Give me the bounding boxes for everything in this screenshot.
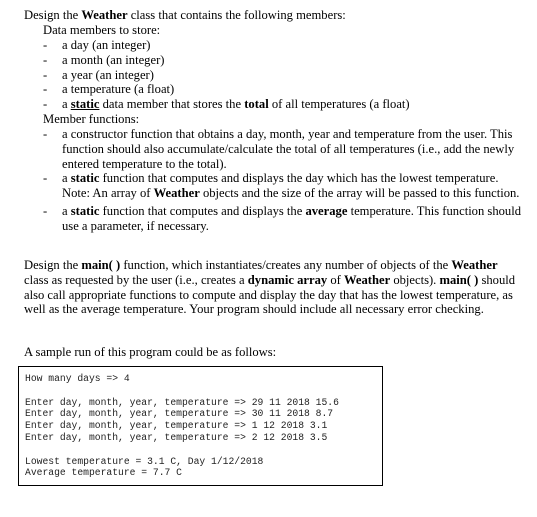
sample-blank-line [25, 385, 382, 397]
main-text-6: should also call appropriate functions to compute and display the day that has the lowest temperature, as well as the average temperature. Your program should include all necessary error checking. [24, 272, 516, 317]
main-keyword-4: Weather [344, 272, 391, 287]
func2-static-keyword: static [70, 171, 100, 186]
static-keyword: static [70, 97, 100, 112]
member-functions-heading: Member functions: [43, 112, 140, 126]
sample-blank-line [25, 444, 382, 456]
main-text-2: function, which instantiates/creates any number of objects of the [120, 258, 452, 272]
main-text-1: Design the [24, 258, 82, 272]
sample-days-prompt: How many days => 4 [25, 373, 130, 384]
func3-static-keyword: static [70, 203, 100, 218]
data-members-list [43, 38, 523, 112]
main-text-5: objects). [390, 272, 440, 287]
sample-run-box [18, 366, 383, 486]
main-text-3: class as requested by the user (i.e., creates a [24, 272, 248, 287]
intro-text-2: class that contains the following members: [127, 8, 346, 22]
func3-average-keyword: average [305, 203, 348, 218]
main-keyword-5: main( ) [439, 272, 479, 287]
func3-suffix: temperature. This function should use a parameter, if necessary. [62, 203, 522, 233]
main-function-paragraph [24, 258, 516, 317]
function-constructor: - a constructor function that obtains a day, month, year and temperature from the user. This function should also accumulate/calculate the total of all temperatures (i.e., add the newly entered temperature to the total). [43, 127, 523, 171]
main-keyword-2: Weather [451, 258, 498, 272]
data-member-year: - a year (an integer) [43, 68, 523, 83]
main-text-4: of [327, 272, 344, 287]
sample-lowest-output: Lowest temperature = 3.1 C, Day 1/12/2018 [25, 455, 264, 467]
main-keyword-1: main( ) [81, 258, 121, 272]
data-member-temperature: - a temperature (a float) [43, 82, 523, 97]
function-average-temperature [43, 204, 523, 234]
data-member-day: - a day (an integer) [43, 38, 523, 53]
intro-text-1: Design the [24, 8, 82, 22]
function-lowest-temperature [43, 171, 523, 201]
sample-run-heading: A sample run of this program could be as follows: [24, 345, 277, 359]
data-member-month: - a month (an integer) [43, 53, 523, 68]
member-functions-list [43, 127, 523, 234]
data-members-heading: Data members to store: [43, 23, 161, 37]
sample-input-line: Enter day, month, year, temperature => 30 11 2018 8.7 [25, 408, 334, 420]
intro-class-name: Weather [81, 8, 128, 22]
func2-middle: function that computes and displays the day which has the lowest temperature. Note: An array of [62, 171, 499, 201]
sample-average-output: Average temperature = 7.7 C [25, 467, 182, 479]
sample-input-line: Enter day, month, year, temperature => 29 11 2018 15.6 [25, 396, 339, 408]
main-keyword-3: dynamic array [247, 272, 328, 287]
sample-input-line: Enter day, month, year, temperature => 2 12 2018 3.5 [25, 431, 328, 443]
data-member-static-total [43, 97, 523, 112]
func2-suffix: objects and the size of the array will be passed to this function. [199, 186, 520, 201]
func2-prefix: a [62, 171, 71, 186]
func2-weather-keyword: Weather [153, 186, 200, 201]
static-member-suffix: of all temperatures (a float) [268, 97, 410, 112]
func3-middle: function that computes and displays the [99, 203, 306, 218]
intro-paragraph [24, 8, 524, 23]
sample-input-line: Enter day, month, year, temperature => 1 12 2018 3.1 [25, 420, 328, 432]
static-member-prefix: a [62, 97, 71, 112]
total-keyword: total [244, 97, 269, 112]
static-member-middle: data member that stores the [99, 97, 245, 112]
func3-prefix: a [62, 203, 71, 218]
